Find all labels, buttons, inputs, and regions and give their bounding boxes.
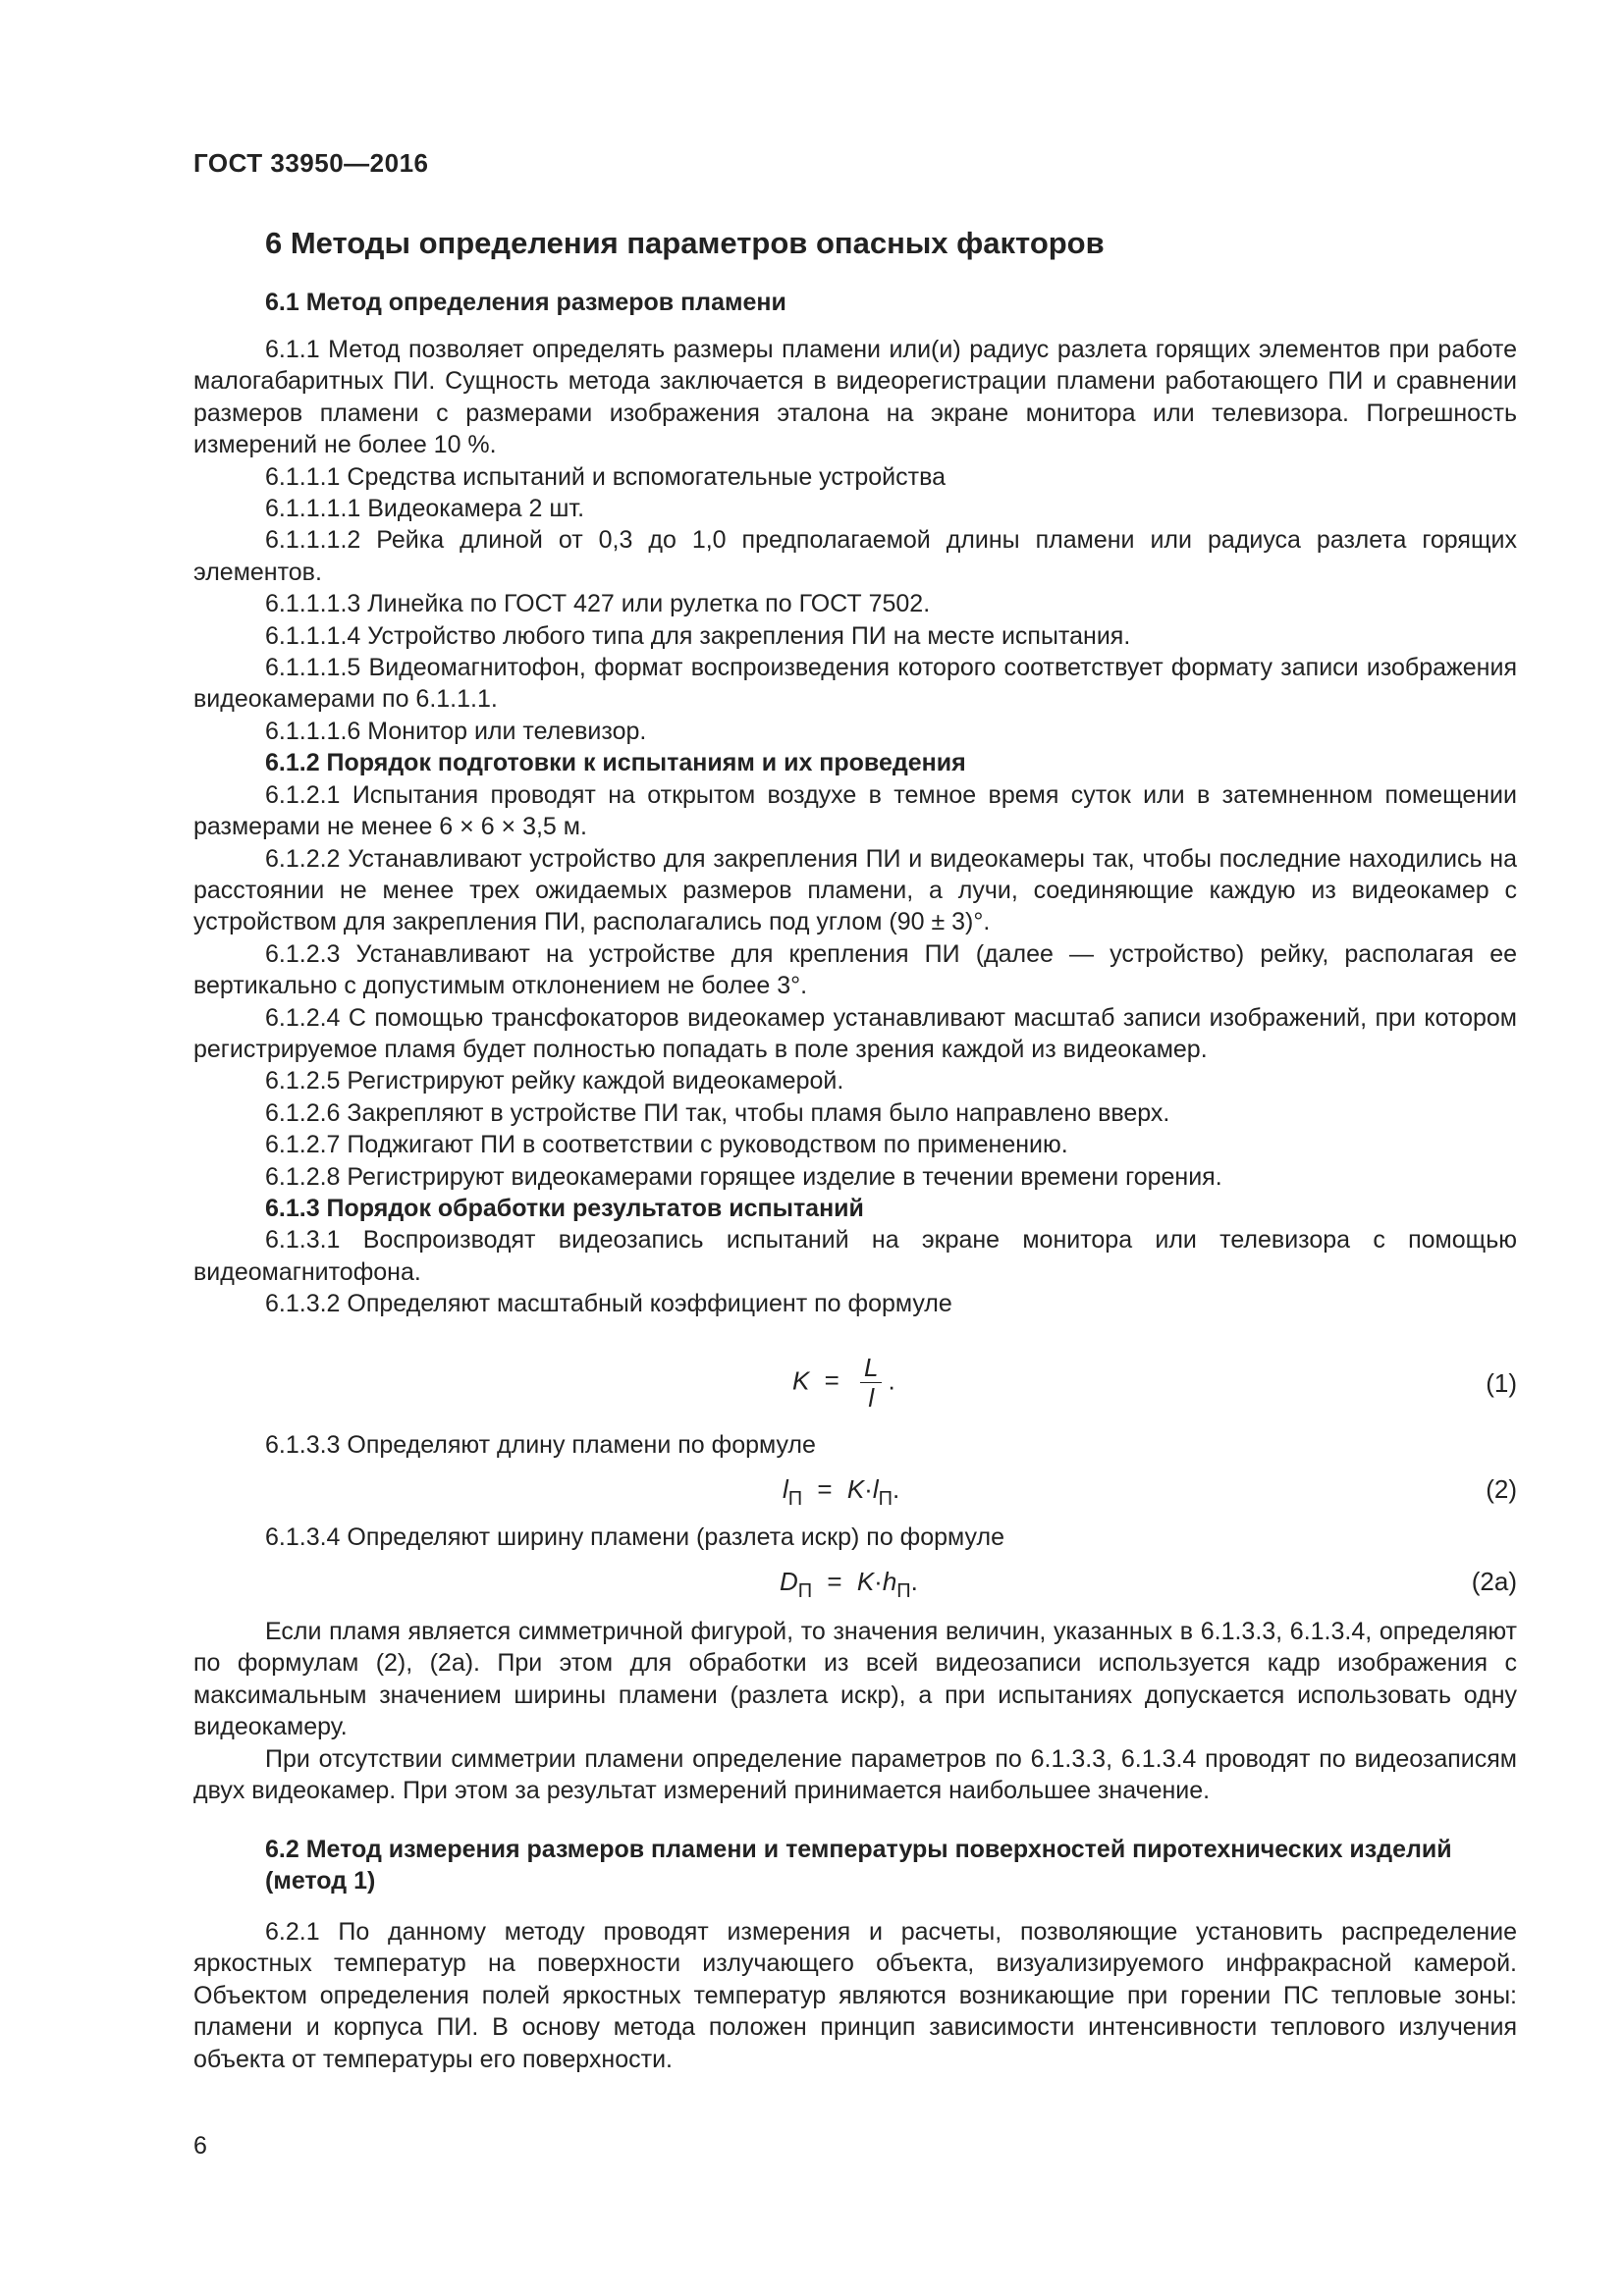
paragraph: 6.1.3.3 Определяют длину пламени по формуле: [265, 1431, 816, 1459]
paragraph: 6.2.1 По данному методу проводят измерения и расчеты, позволяющие установить распределение яркостных температур на поверхности излучающего объекта, визуализируемого инфракрасной камерой. Объектом определения полей яркостных температур являются возникающие при горении ПС тепловые зоны: пламени и корпуса ПИ. В основу метода положен принцип зависимости интенсивности теплового излучения объекта от температуры его поверхности.: [193, 1918, 1517, 2073]
fraction-numerator: L: [860, 1353, 882, 1383]
paragraph: 6.1.3.1 Воспроизводят видеозапись испытаний на экране монитора или телевизора с помощью видеомагнитофона.: [193, 1226, 1517, 1286]
page-number: 6: [193, 2132, 207, 2160]
formula-expression: [780, 1567, 918, 1602]
equals-sign: =: [817, 1474, 833, 1504]
paragraph: 6.1.2.2 Устанавливают устройство для закрепления ПИ и видеокамеры так, чтобы последние находились на расстоянии не менее трех ожидаемых размеров пламени, а лучи, соединяющие каждую из видеокамер с устройством для закрепления ПИ, располагались под углом (90 ± 3)°.: [193, 844, 1517, 936]
subsection-heading: 6.1.2 Порядок подготовки к испытаниям и их проведения: [265, 749, 966, 777]
text-block-621: [193, 1916, 1517, 2075]
paragraph: Если пламя является симметричной фигурой, то значения величин, указанных в 6.1.3.3, 6.1.3.4, определяют по формулам (2), (2а). При этом для обработки из всей видеозаписи используется кадр изображения с максимальным значением ширины пламени (разлета искр), а при испытаниях допускается использовать одну видеокамеру.: [193, 1618, 1517, 1741]
formula-number: (2): [1486, 1474, 1517, 1504]
text-block-6134: [193, 1522, 1517, 1553]
formula-symbol: K: [846, 1474, 865, 1504]
paragraph: 6.1.1.1 Средства испытаний и вспомогательные устройства: [265, 462, 946, 491]
formula-subscript: П: [878, 1488, 893, 1510]
formula-number: (1): [1486, 1368, 1517, 1398]
paragraph: 6.1.1.1.5 Видеомагнитофон, формат воспроизведения которого соответствует формату записи изображения видеокамерами по 6.1.1.1.: [193, 654, 1517, 714]
formula-period: .: [888, 1365, 895, 1396]
formula-subscript: П: [896, 1580, 911, 1602]
paragraph: 6.1.2.5 Регистрируют рейку каждой видеокамерой.: [265, 1067, 844, 1095]
section-title: 6 Методы определения параметров опасных факторов: [265, 226, 1105, 260]
paragraph: 6.1.2.6 Закрепляют в устройстве ПИ так, чтобы пламя было направлено вверх.: [265, 1098, 1170, 1127]
paragraph: При отсутствии симметрии пламени определение параметров по 6.1.3.3, 6.1.3.4 проводят по видеозаписям двух видеокамер. При этом за результат измерений принимается наибольшее значение.: [193, 1744, 1517, 1805]
formula-symbol: h: [882, 1567, 897, 1596]
paragraph: 6.1.2.1 Испытания проводят на открытом воздухе в темное время суток или в затемненном помещении размерами не менее 6 × 6 × 3,5 м.: [193, 780, 1517, 841]
paragraph: 6.1.2.7 Поджигают ПИ в соответствии с руководством по применению.: [265, 1131, 1068, 1159]
formula-period: .: [892, 1474, 900, 1504]
fraction-denominator: l: [868, 1383, 875, 1413]
paragraph: 6.1.2.3 Устанавливают на устройстве для крепления ПИ (далее — устройство) рейку, располагая ее вертикально с допустимым отклонением не более 3°.: [193, 939, 1517, 1000]
paragraph: 6.1.1 Метод позволяет определять размеры пламени или(и) радиус разлета горящих элементов при работе малогабаритных ПИ. Сущность метода заключается в видеорегистрации пламени работающего ПИ и сравнении размеров пламени с размерами изображения эталона на экране монитора или телевизора. Погрешность измерений не более 10 %.: [193, 336, 1517, 459]
paragraph: 6.1.1.1.2 Рейка длиной от 0,3 до 1,0 предполагаемой длины пламени или радиуса разлета горящих элементов.: [193, 526, 1517, 586]
formula-1: [193, 1353, 1517, 1421]
multiply-dot: ·: [864, 1474, 873, 1504]
formula-subscript: П: [797, 1580, 813, 1602]
text-block-6133: [193, 1429, 1517, 1461]
subsection-6-1-title: 6.1 Метод определения размеров пламени: [265, 289, 786, 316]
fraction: [860, 1353, 882, 1413]
formula-period: .: [910, 1567, 918, 1596]
formula-subscript: П: [787, 1488, 803, 1510]
formula-expression: [783, 1474, 900, 1510]
formula-symbol: l: [783, 1474, 788, 1504]
equals-sign: =: [827, 1567, 842, 1596]
formula-symbol: l: [872, 1474, 879, 1504]
equals-sign: =: [824, 1365, 839, 1396]
paragraph: 6.1.1.1.4 Устройство любого типа для закрепления ПИ на месте испытания.: [265, 621, 1131, 650]
formula-symbol: D: [780, 1567, 798, 1596]
paragraph: 6.1.3.2 Определяют масштабный коэффициент по формуле: [265, 1290, 952, 1318]
subsection-heading: 6.1.3 Порядок обработки результатов испытаний: [265, 1194, 864, 1222]
paragraph: 6.1.3.4 Определяют ширину пламени (разлета искр) по формуле: [265, 1523, 1004, 1551]
text-block-1: [193, 334, 1517, 1320]
paragraph: 6.1.1.1.6 Монитор или телевизор.: [265, 717, 647, 745]
subsection-6-2-title: 6.2 Метод измерения размеров пламени и температуры поверхностей пиротехнических изделий (метод 1): [265, 1836, 1452, 1895]
text-block-2: [193, 1616, 1517, 1806]
formula-symbol: K: [856, 1567, 875, 1596]
formula-symbol: K: [792, 1365, 810, 1396]
paragraph: 6.1.1.1.1 Видеокамера 2 шт.: [265, 495, 585, 523]
document-header: ГОСТ 33950—2016: [193, 148, 429, 178]
paragraph: 6.1.1.1.3 Линейка по ГОСТ 427 или рулетка по ГОСТ 7502.: [265, 590, 931, 618]
paragraph: 6.1.2.4 С помощью трансфокаторов видеокамер устанавливают масштаб записи изображений, при котором регистрируемое пламя будет полностью попадать в поле зрения каждой из видеокамер.: [193, 1003, 1517, 1063]
paragraph: 6.1.2.8 Регистрируют видеокамерами горящее изделие в течении времени горения.: [265, 1162, 1222, 1191]
formula-number: (2а): [1471, 1567, 1517, 1596]
formula-expression: [792, 1353, 895, 1413]
multiply-dot: ·: [874, 1567, 883, 1596]
